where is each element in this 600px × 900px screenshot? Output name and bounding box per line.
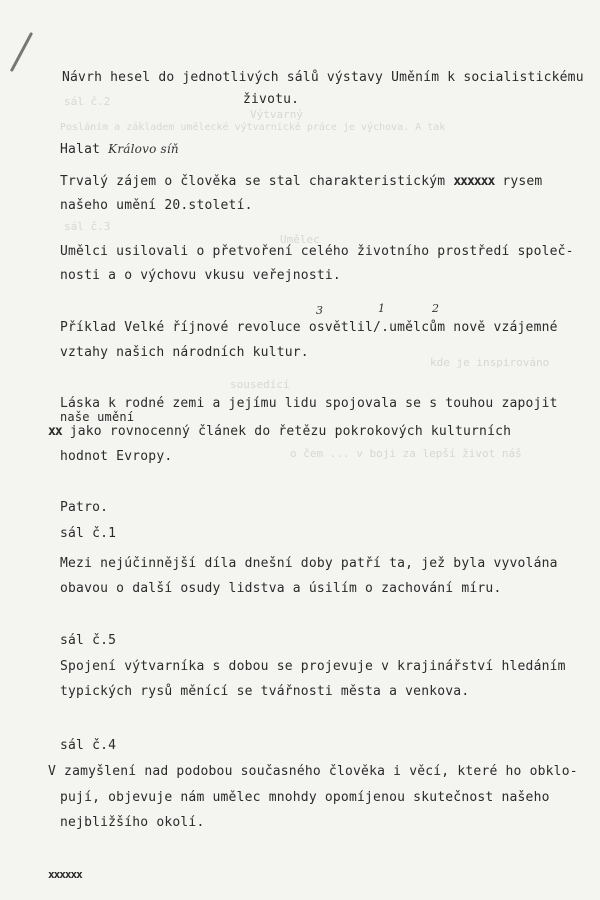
bleed-through-text: Posláním a základem umělecké výtvarnické práce je výchova. A tak — [60, 122, 446, 133]
bleed-through-text: sousedící — [230, 378, 290, 391]
room-text-line: Spojení výtvarníka s dobou se projevuje v krajinářství hledáním — [60, 659, 566, 674]
document-title-line-1: Návrh hesel do jednotlivých sálů výstavy Uměním k socialistickému — [62, 70, 584, 85]
handwritten-order-mark: 2 — [432, 302, 440, 315]
struck-out-word: xxxxxx — [453, 174, 495, 189]
bleed-through-text: sál č.2 — [64, 95, 111, 108]
bleed-through-text: o čem ... v boji za lepší život náš — [290, 447, 522, 460]
struck-out-word: xx — [48, 424, 62, 439]
bleed-through-text: kde je inspirováno — [430, 356, 550, 369]
bleed-through-text: Umělec — [280, 233, 320, 246]
text-run: jako rovnocenný článek do řetězu pokrokových kulturních — [69, 424, 512, 439]
bleed-through-text: sál č.3 — [64, 220, 111, 233]
room-label: sál č.1 — [60, 526, 117, 541]
struck-out-footer: xxxxxx — [48, 868, 82, 881]
room-text-line: Mezi nejúčinnější díla dnešní doby patří ta, jež byla vyvolána — [60, 556, 558, 571]
room-text-line: nejbližšího okolí. — [60, 815, 205, 830]
handwritten-order-mark: 1 — [378, 302, 386, 315]
room-text-line: V zamyšlení nad podobou současného člověka i věcí, které ho obklo- — [48, 764, 578, 779]
section-heading-floor: Patro. — [60, 500, 109, 515]
paragraph-4-line-3: hodnot Evropy. — [60, 449, 173, 464]
inserted-phrase: naše umění — [60, 410, 135, 424]
text-run: Trvalý zájem o člověka se stal charakteristickým — [60, 174, 446, 189]
section-heading-typed: Halat — [60, 142, 101, 157]
bleed-through-text: Výtvarný — [250, 108, 303, 121]
room-label: sál č.5 — [60, 633, 117, 648]
paragraph-4-line-2 — [48, 424, 511, 439]
section-heading-hall — [60, 142, 179, 157]
room-text-line: pují, objevuje nám umělec mnohdy opomíjenou skutečnost našeho — [60, 790, 550, 805]
room-text-line: typických rysů měnící se tvářnosti města a venkova. — [60, 684, 470, 699]
paragraph-3-line-1: Příklad Velké říjnové revoluce osvětlil/.umělcům nově vzájemné — [60, 320, 558, 335]
handwritten-heading-insert: Královo síň — [108, 142, 179, 156]
document-title-line-2: životu. — [243, 92, 300, 107]
paragraph-1-line-2: našeho umění 20.století. — [60, 198, 253, 213]
pencil-slash-mark — [10, 32, 33, 72]
paragraph-1-line-1 — [60, 174, 542, 189]
paragraph-2-line-1: Umělci usilovali o přetvoření celého životního prostředí společ- — [60, 244, 574, 259]
room-label: sál č.4 — [60, 738, 117, 753]
paragraph-2-line-2: nosti a o výchovu vkusu veřejnosti. — [60, 268, 341, 283]
handwritten-order-mark: 3 — [316, 304, 324, 317]
text-run: rysem — [502, 174, 543, 189]
paragraph-3-line-2: vztahy našich národních kultur. — [60, 345, 309, 360]
paragraph-4-line-1: Láska k rodné zemi a jejímu lidu spojovala se s touhou zapojit — [60, 396, 558, 411]
room-text-line: obavou o další osudy lidstva a úsilím o zachování míru. — [60, 581, 502, 596]
